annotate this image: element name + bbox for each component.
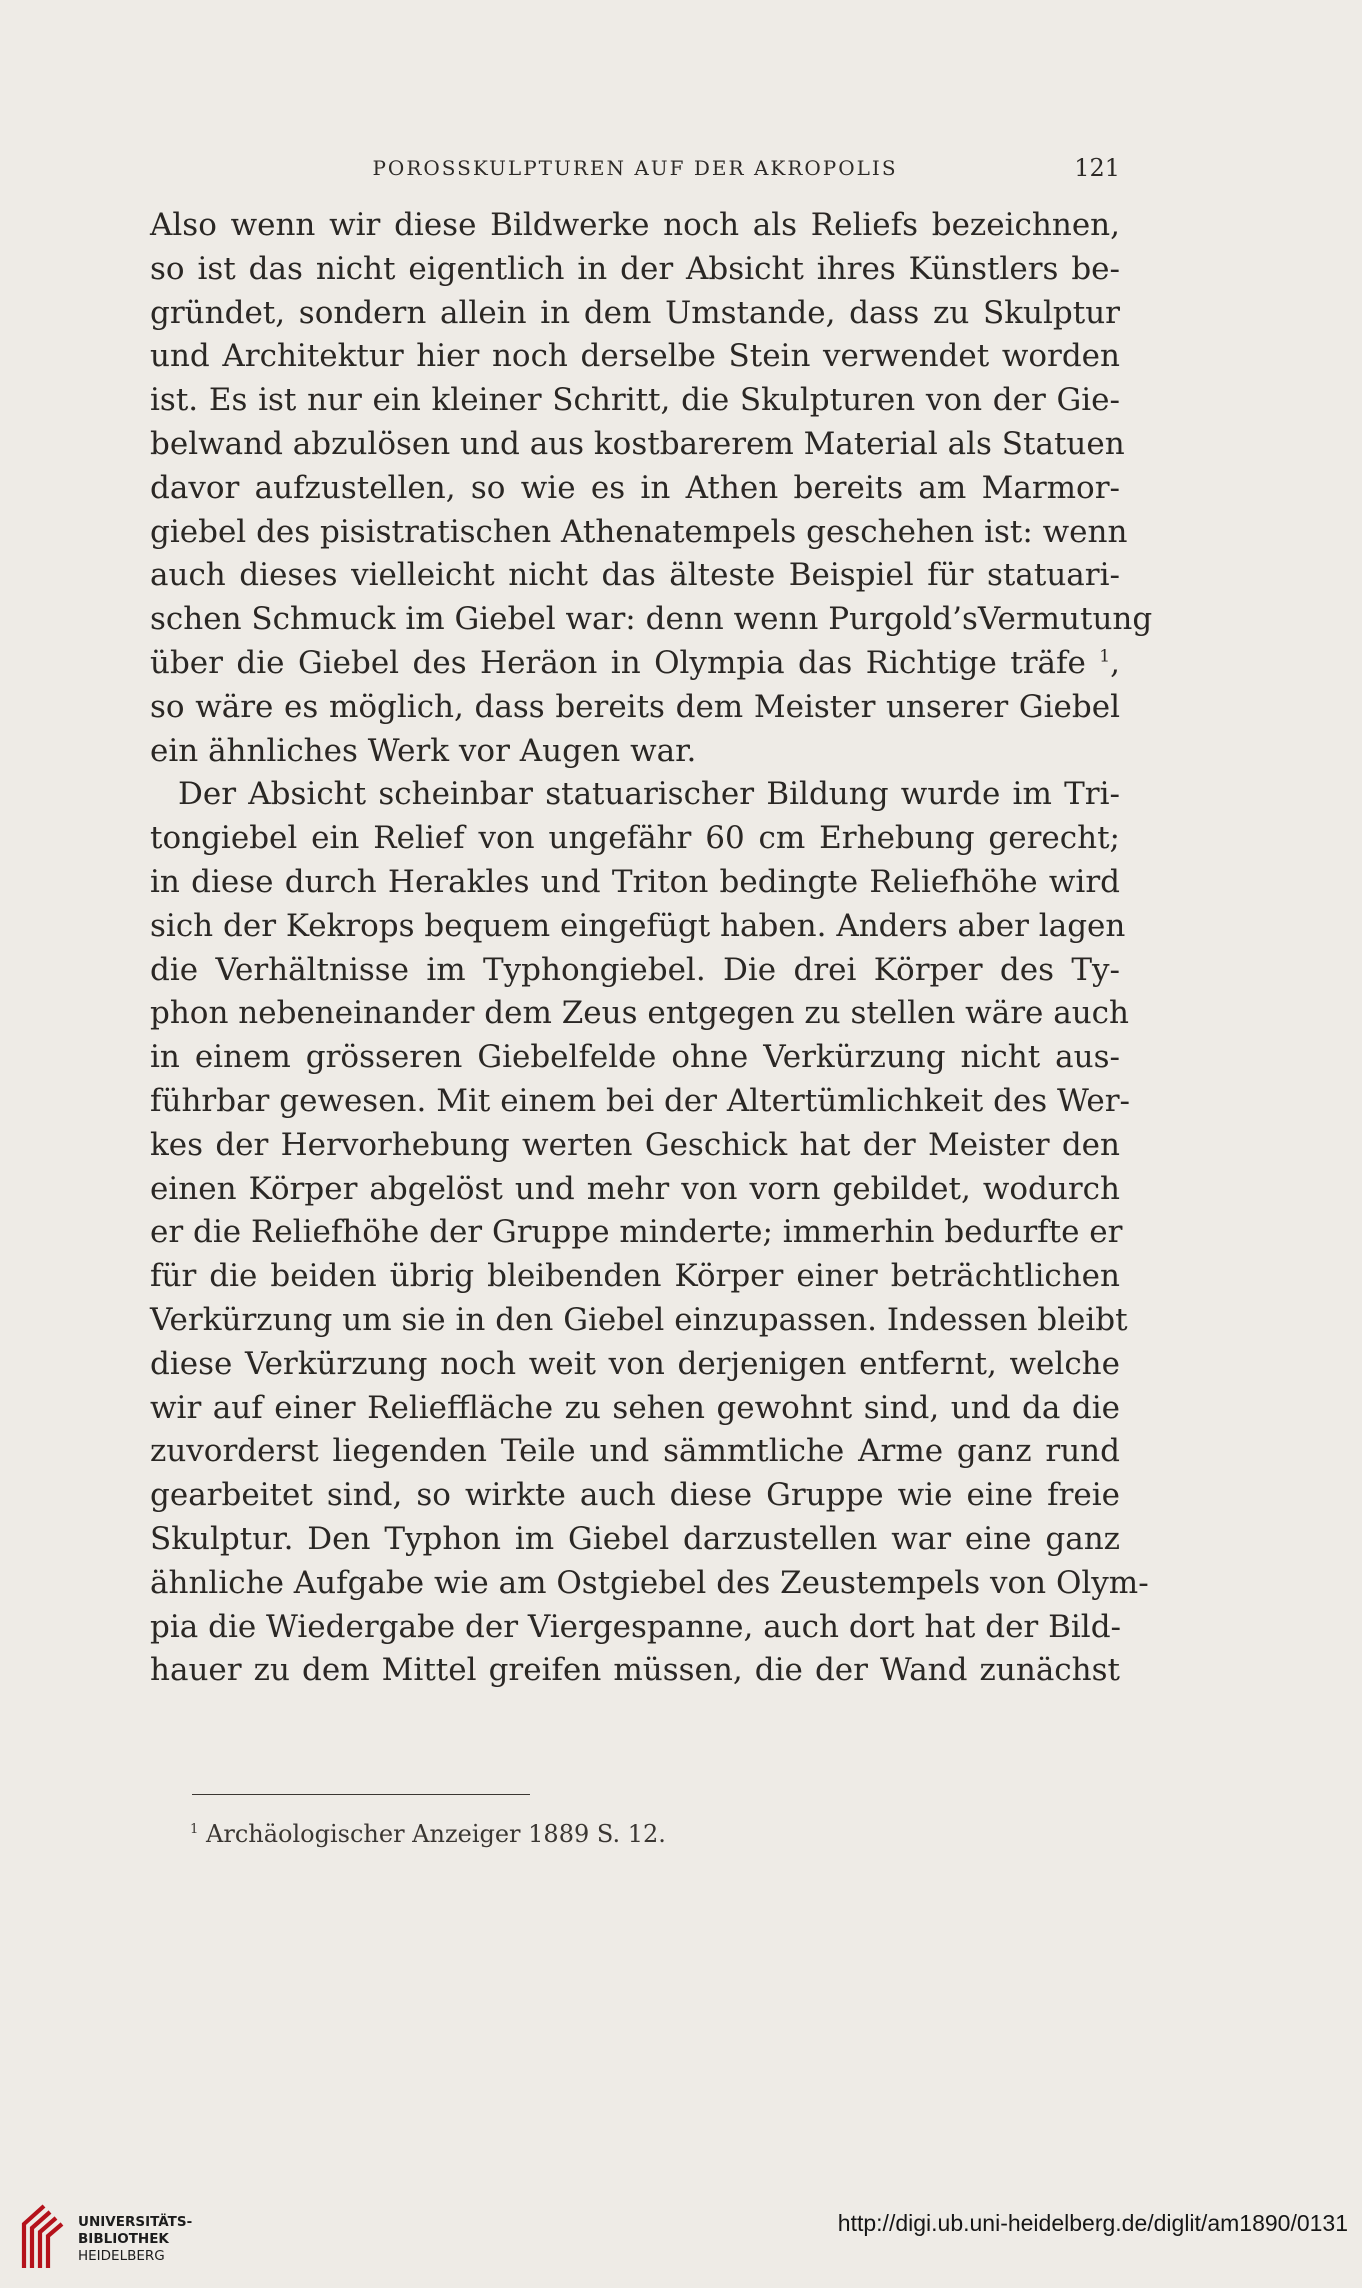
footnote-reference-trail: ,	[1110, 644, 1120, 681]
footnote-marker: 1	[190, 1822, 199, 1837]
running-title: POROSSKULPTUREN AUF DER AKROPOLIS	[372, 156, 898, 180]
text-line: diese Verkürzung noch weit von derjenigen entfernt, welche	[150, 1345, 1120, 1382]
text-line: Verkürzung um sie in den Giebel einzupassen. Indessen bleibt	[150, 1301, 1128, 1338]
text-line: er die Reliefhöhe der Gruppe minderte; immerhin bedurfte er	[150, 1214, 1123, 1251]
text-line: wir auf einer Relieffläche zu sehen gewohnt sind, und da die	[150, 1389, 1120, 1426]
text-line: die Verhältnisse im Typhongiebel. Die drei Körper des Ty-	[150, 951, 1120, 988]
text-line: giebel des pisistratischen Athenatempels geschehen ist: wenn	[150, 513, 1128, 550]
text-line: gearbeitet sind, so wirkte auch diese Gruppe wie eine freie	[150, 1477, 1120, 1514]
text-line: davor aufzustellen, so wie es in Athen bereits am Marmor-	[150, 469, 1120, 506]
library-logo-text	[78, 2214, 192, 2265]
logo-line-2: BIBLIOTHEK	[78, 2231, 169, 2247]
text-line: in einem grösseren Giebelfelde ohne Verkürzung nicht aus-	[150, 1039, 1120, 1076]
text-line: in diese durch Herakles und Triton bedingte Reliefhöhe wird	[150, 863, 1120, 900]
source-url-link[interactable]: http://digi.ub.uni-heidelberg.de/diglit/am1890/0131	[837, 2210, 1348, 2236]
text-line: und Architektur hier noch derselbe Stein verwendet worden	[150, 338, 1120, 375]
logo-line-3: HEIDELBERG	[78, 2248, 165, 2264]
text-line: ähnliche Aufgabe wie am Ostgiebel des Zeustempels von Olym-	[150, 1564, 1149, 1601]
text-line: gründet, sondern allein in dem Umstande, dass zu Skulptur	[150, 294, 1120, 331]
running-head	[150, 150, 1120, 186]
footnote-divider	[192, 1794, 530, 1795]
text-line: einen Körper abgelöst und mehr von vorn gebildet, wodurch	[150, 1170, 1120, 1207]
text-line: ist. Es ist nur ein kleiner Schritt, die Skulpturen von der Gie-	[150, 382, 1120, 419]
text-line: Also wenn wir diese Bildwerke noch als Reliefs bezeichnen,	[150, 207, 1120, 243]
text-line: schen Schmuck im Giebel war: denn wenn Purgold’sVermutung	[150, 601, 1153, 638]
text-line: zuvorderst liegenden Teile und sämmtliche Arme ganz rund	[150, 1433, 1120, 1470]
body-text	[150, 204, 1153, 1693]
text-line: für die beiden übrig bleibenden Körper einer beträchtlichen	[150, 1258, 1120, 1295]
text-line: kes der Hervorhebung werten Geschick hat der Meister den	[150, 1126, 1120, 1163]
text-line: ein ähnliches Werk vor Augen war.	[150, 732, 697, 769]
text-line: hauer zu dem Mittel greifen müssen, die der Wand zunächst	[150, 1652, 1120, 1689]
text-line: Skulptur. Den Typhon im Giebel darzustellen war eine ganz	[150, 1520, 1120, 1557]
text-line: auch dieses vielleicht nicht das älteste Beispiel für statuari-	[150, 557, 1120, 594]
footer	[0, 2180, 1362, 2288]
text-line: pia die Wiedergabe der Viergespanne, auch dort hat der Bild-	[150, 1608, 1122, 1645]
text-line: phon nebeneinander dem Zeus entgegen zu stellen wäre auch	[150, 995, 1129, 1032]
text-line: sich der Kekrops bequem eingefügt haben. Anders aber lagen	[150, 907, 1126, 944]
text-line: führbar gewesen. Mit einem bei der Altertümlichkeit des Wer-	[150, 1082, 1131, 1119]
text-line-content: über die Giebel des Heräon in Olympia das Richtige träfe	[150, 644, 1086, 681]
footnote-text: Archäologischer Anzeiger 1889 S. 12.	[206, 1820, 666, 1848]
text-line: so wäre es möglich, dass bereits dem Meister unserer Giebel	[150, 688, 1120, 725]
text-line: so ist das nicht eigentlich in der Absicht ihres Künstlers be-	[150, 250, 1120, 287]
text-line: Der Absicht scheinbar statuarischer Bildung wurde im Tri-	[178, 776, 1120, 813]
text-line: tongiebel ein Relief von ungefähr 60 cm Erhebung gerecht;	[150, 820, 1120, 857]
text-line: belwand abzulösen und aus kostbarerem Material als Statuen	[150, 425, 1125, 462]
text-line-with-footnote	[150, 642, 1120, 686]
logo-line-1: UNIVERSITÄTS-	[78, 2214, 193, 2230]
page-number: 121	[1074, 154, 1120, 182]
footnote-reference[interactable]: 1	[1099, 646, 1111, 667]
library-logo-icon	[18, 2202, 72, 2272]
footnote	[190, 1820, 666, 1848]
library-logo[interactable]	[18, 2202, 193, 2282]
